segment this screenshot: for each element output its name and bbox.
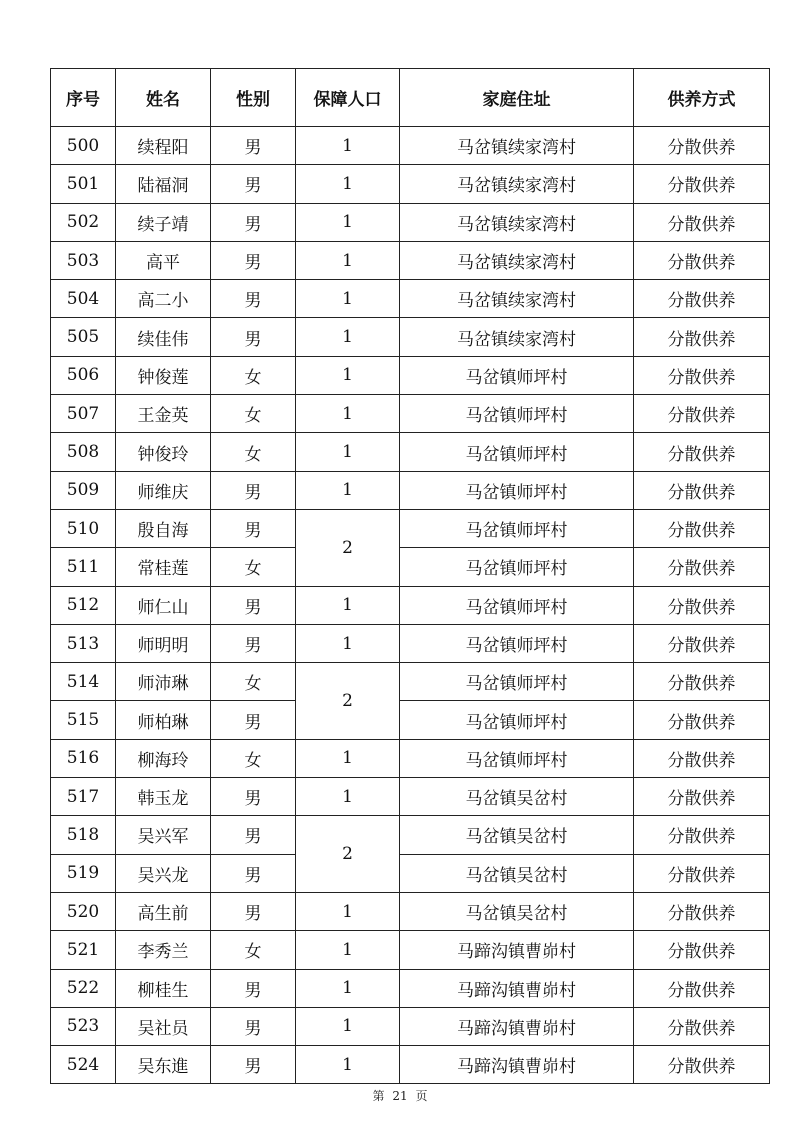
- row-pop: 1: [296, 586, 400, 624]
- header-row: [51, 69, 770, 127]
- table-row: [51, 739, 770, 777]
- row-no: 522: [51, 969, 116, 1007]
- row-gender: 男: [211, 127, 296, 165]
- row-support: 分散供养: [634, 241, 770, 279]
- row-name: 钟俊莲: [116, 356, 211, 394]
- table-row: [51, 203, 770, 241]
- table-row: [51, 663, 770, 701]
- row-support: 分散供养: [634, 165, 770, 203]
- row-address: 马岔镇吴岔村: [400, 778, 634, 816]
- row-name: 师沛琳: [116, 663, 211, 701]
- row-pop: 2: [296, 663, 400, 740]
- row-support: 分散供养: [634, 395, 770, 433]
- table-row: [51, 624, 770, 662]
- row-address: 马岔镇续家湾村: [400, 241, 634, 279]
- table-row: [51, 931, 770, 969]
- row-pop: 2: [296, 509, 400, 586]
- row-name: 常桂莲: [116, 548, 211, 586]
- row-gender: 男: [211, 471, 296, 509]
- row-address: 马岔镇续家湾村: [400, 280, 634, 318]
- row-gender: 男: [211, 509, 296, 547]
- row-gender: 男: [211, 816, 296, 854]
- row-gender: 男: [211, 586, 296, 624]
- table-row: [51, 778, 770, 816]
- row-support: 分散供养: [634, 203, 770, 241]
- row-support: 分散供养: [634, 433, 770, 471]
- row-no: 502: [51, 203, 116, 241]
- row-name: 高生前: [116, 892, 211, 930]
- row-support: 分散供养: [634, 318, 770, 356]
- table-row: [51, 1046, 770, 1084]
- row-name: 殷自海: [116, 509, 211, 547]
- row-no: 519: [51, 854, 116, 892]
- row-address: 马岔镇续家湾村: [400, 165, 634, 203]
- row-no: 503: [51, 241, 116, 279]
- row-name: 陆福洞: [116, 165, 211, 203]
- row-address: 马岔镇师坪村: [400, 701, 634, 739]
- row-gender: 男: [211, 318, 296, 356]
- row-no: 510: [51, 509, 116, 547]
- row-no: 521: [51, 931, 116, 969]
- row-no: 513: [51, 624, 116, 662]
- row-gender: 女: [211, 663, 296, 701]
- row-name: 续程阳: [116, 127, 211, 165]
- row-name: 吴兴军: [116, 816, 211, 854]
- row-address: 马岔镇续家湾村: [400, 127, 634, 165]
- row-gender: 女: [211, 548, 296, 586]
- header-address: 家庭住址: [400, 69, 634, 127]
- row-address: 马蹄沟镇曹峁村: [400, 931, 634, 969]
- row-name: 吴东進: [116, 1046, 211, 1084]
- row-support: 分散供养: [634, 624, 770, 662]
- row-name: 李秀兰: [116, 931, 211, 969]
- row-pop: 1: [296, 165, 400, 203]
- table-row: [51, 854, 770, 892]
- row-name: 吴兴龙: [116, 854, 211, 892]
- row-pop: 1: [296, 127, 400, 165]
- table-row: [51, 395, 770, 433]
- header-support: 供养方式: [634, 69, 770, 127]
- row-no: 524: [51, 1046, 116, 1084]
- row-pop: 1: [296, 624, 400, 662]
- row-no: 518: [51, 816, 116, 854]
- row-gender: 女: [211, 356, 296, 394]
- row-pop: 1: [296, 739, 400, 777]
- row-gender: 男: [211, 969, 296, 1007]
- footer-prefix: 第: [372, 1089, 385, 1103]
- row-pop: 1: [296, 1007, 400, 1045]
- row-gender: 男: [211, 1046, 296, 1084]
- row-address: 马岔镇师坪村: [400, 548, 634, 586]
- row-address: 马岔镇续家湾村: [400, 318, 634, 356]
- row-address: 马岔镇师坪村: [400, 433, 634, 471]
- row-gender: 男: [211, 854, 296, 892]
- row-name: 高平: [116, 241, 211, 279]
- row-address: 马岔镇师坪村: [400, 395, 634, 433]
- header-name: 姓名: [116, 69, 211, 127]
- row-support: 分散供养: [634, 663, 770, 701]
- header-gender: 性别: [211, 69, 296, 127]
- row-no: 514: [51, 663, 116, 701]
- header-no: 序号: [51, 69, 116, 127]
- row-pop: 2: [296, 816, 400, 893]
- row-no: 520: [51, 892, 116, 930]
- row-support: 分散供养: [634, 701, 770, 739]
- row-gender: 男: [211, 892, 296, 930]
- table-row: [51, 241, 770, 279]
- row-address: 马蹄沟镇曹峁村: [400, 969, 634, 1007]
- row-support: 分散供养: [634, 816, 770, 854]
- row-no: 500: [51, 127, 116, 165]
- table-row: [51, 586, 770, 624]
- row-no: 516: [51, 739, 116, 777]
- row-name: 柳桂生: [116, 969, 211, 1007]
- row-gender: 男: [211, 203, 296, 241]
- table-row: [51, 280, 770, 318]
- page-number: 21: [392, 1089, 408, 1103]
- table-row: [51, 356, 770, 394]
- row-no: 515: [51, 701, 116, 739]
- row-support: 分散供养: [634, 778, 770, 816]
- table-row: [51, 816, 770, 854]
- row-support: 分散供养: [634, 1007, 770, 1045]
- row-address: 马岔镇续家湾村: [400, 203, 634, 241]
- row-gender: 女: [211, 433, 296, 471]
- roster-table: [50, 68, 770, 1084]
- table-row: [51, 969, 770, 1007]
- row-support: 分散供养: [634, 586, 770, 624]
- table-row: [51, 892, 770, 930]
- footer-suffix: 页: [415, 1089, 428, 1103]
- header-pop: 保障人口: [296, 69, 400, 127]
- row-support: 分散供养: [634, 739, 770, 777]
- row-support: 分散供养: [634, 356, 770, 394]
- row-gender: 男: [211, 1007, 296, 1045]
- table-row: [51, 509, 770, 547]
- row-pop: 1: [296, 395, 400, 433]
- row-support: 分散供养: [634, 471, 770, 509]
- row-name: 师维庆: [116, 471, 211, 509]
- row-name: 柳海玲: [116, 739, 211, 777]
- row-name: 钟俊玲: [116, 433, 211, 471]
- row-pop: 1: [296, 203, 400, 241]
- row-name: 师柏琳: [116, 701, 211, 739]
- row-gender: 男: [211, 778, 296, 816]
- row-no: 507: [51, 395, 116, 433]
- row-name: 韩玉龙: [116, 778, 211, 816]
- row-name: 王金英: [116, 395, 211, 433]
- row-pop: 1: [296, 1046, 400, 1084]
- row-address: 马岔镇吴岔村: [400, 854, 634, 892]
- row-name: 师明明: [116, 624, 211, 662]
- row-address: 马岔镇师坪村: [400, 624, 634, 662]
- row-support: 分散供养: [634, 280, 770, 318]
- table-body: [51, 127, 770, 1084]
- row-name: 续佳伟: [116, 318, 211, 356]
- row-pop: 1: [296, 969, 400, 1007]
- row-address: 马岔镇师坪村: [400, 356, 634, 394]
- row-no: 517: [51, 778, 116, 816]
- table-row: [51, 165, 770, 203]
- row-pop: 1: [296, 931, 400, 969]
- row-gender: 男: [211, 165, 296, 203]
- row-no: 509: [51, 471, 116, 509]
- row-gender: 男: [211, 241, 296, 279]
- row-address: 马岔镇师坪村: [400, 739, 634, 777]
- row-support: 分散供养: [634, 892, 770, 930]
- table-row: [51, 433, 770, 471]
- row-gender: 女: [211, 931, 296, 969]
- row-name: 续子靖: [116, 203, 211, 241]
- row-support: 分散供养: [634, 127, 770, 165]
- row-pop: 1: [296, 471, 400, 509]
- table-row: [51, 701, 770, 739]
- row-pop: 1: [296, 356, 400, 394]
- page-footer: [0, 1087, 800, 1104]
- row-support: 分散供养: [634, 969, 770, 1007]
- row-address: 马岔镇师坪村: [400, 509, 634, 547]
- row-support: 分散供养: [634, 1046, 770, 1084]
- row-support: 分散供养: [634, 509, 770, 547]
- row-address: 马蹄沟镇曹峁村: [400, 1046, 634, 1084]
- row-support: 分散供养: [634, 548, 770, 586]
- row-no: 505: [51, 318, 116, 356]
- row-no: 508: [51, 433, 116, 471]
- row-address: 马岔镇师坪村: [400, 663, 634, 701]
- row-pop: 1: [296, 318, 400, 356]
- row-pop: 1: [296, 433, 400, 471]
- table-row: [51, 471, 770, 509]
- row-address: 马岔镇吴岔村: [400, 816, 634, 854]
- row-pop: 1: [296, 892, 400, 930]
- table-row: [51, 548, 770, 586]
- row-gender: 女: [211, 395, 296, 433]
- row-name: 高二小: [116, 280, 211, 318]
- row-gender: 男: [211, 280, 296, 318]
- table-row: [51, 1007, 770, 1045]
- table-row: [51, 127, 770, 165]
- row-no: 512: [51, 586, 116, 624]
- table-row: [51, 318, 770, 356]
- row-address: 马蹄沟镇曹峁村: [400, 1007, 634, 1045]
- row-address: 马岔镇吴岔村: [400, 892, 634, 930]
- row-no: 511: [51, 548, 116, 586]
- row-address: 马岔镇师坪村: [400, 586, 634, 624]
- row-no: 523: [51, 1007, 116, 1045]
- row-address: 马岔镇师坪村: [400, 471, 634, 509]
- row-gender: 男: [211, 624, 296, 662]
- row-pop: 1: [296, 241, 400, 279]
- row-no: 501: [51, 165, 116, 203]
- row-name: 师仁山: [116, 586, 211, 624]
- row-support: 分散供养: [634, 931, 770, 969]
- row-gender: 男: [211, 701, 296, 739]
- row-support: 分散供养: [634, 854, 770, 892]
- row-no: 504: [51, 280, 116, 318]
- row-gender: 女: [211, 739, 296, 777]
- row-name: 吴社员: [116, 1007, 211, 1045]
- row-pop: 1: [296, 280, 400, 318]
- row-no: 506: [51, 356, 116, 394]
- row-pop: 1: [296, 778, 400, 816]
